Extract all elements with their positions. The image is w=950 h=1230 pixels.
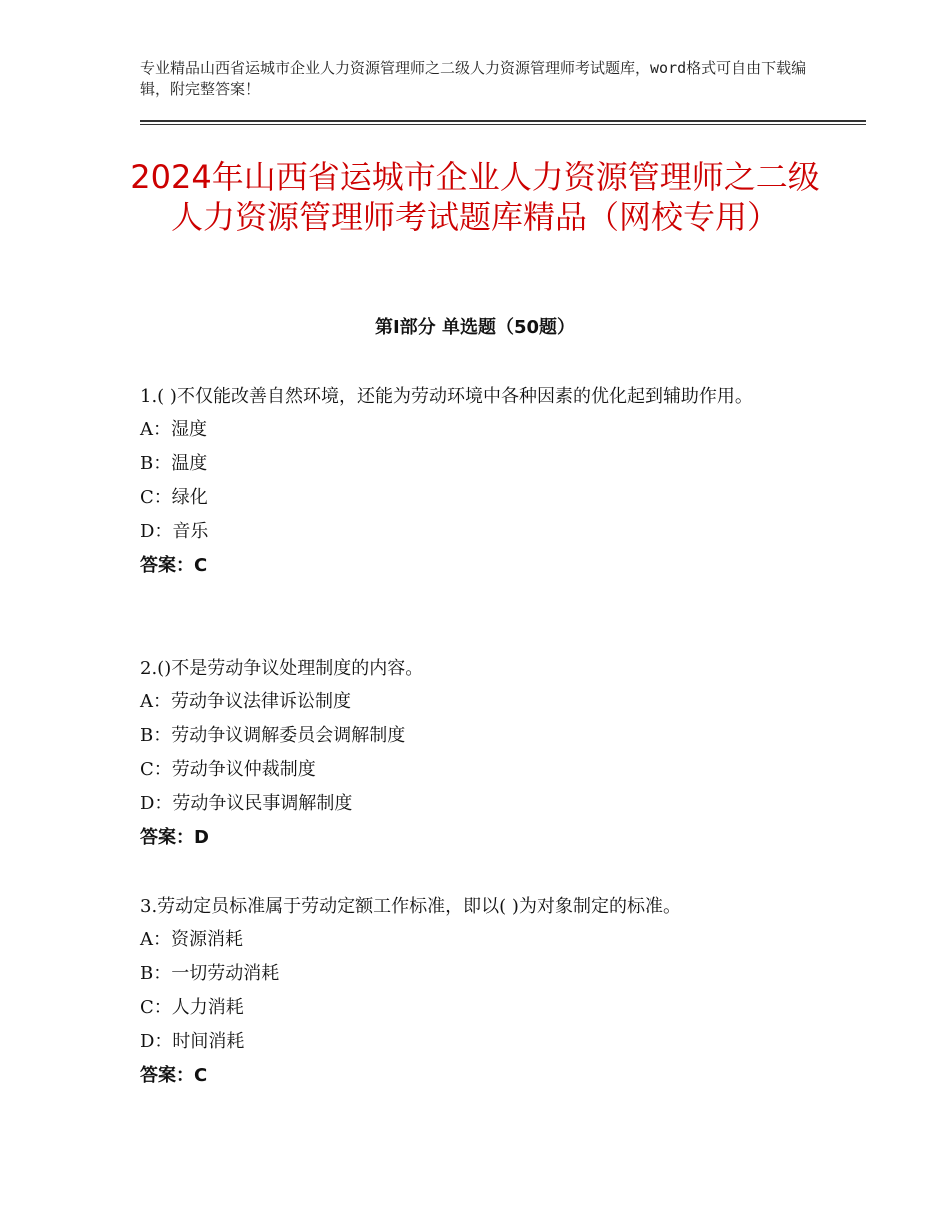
option-d: D：音乐 [140,521,209,542]
answer: 答案：C [140,555,208,576]
option-c: C：绿化 [140,487,208,508]
question-1 [140,380,830,583]
question-3 [140,890,830,1093]
option-b: B：劳动争议调解委员会调解制度 [140,725,406,746]
question-2 [140,652,830,855]
header-divider-thin [140,124,866,125]
option-d: D：劳动争议民事调解制度 [140,793,353,814]
question-stem: 3.劳动定员标准属于劳动定额工作标准，即以( )为对象制定的标准。 [140,896,681,917]
answer: 答案：C [140,1065,208,1086]
option-d: D：时间消耗 [140,1031,245,1052]
answer: 答案：D [140,827,209,848]
question-stem: 1.( )不仅能改善自然环境，还能为劳动环境中各种因素的优化起到辅助作用。 [140,386,753,407]
document-title: 2024年山西省运城市企业人力资源管理师之二级人力资源管理师考试题库精品（网校专用） [130,158,820,236]
header-note: 专业精品山西省运城市企业人力资源管理师之二级人力资源管理师考试题库，word格式可自由下载编辑，附完整答案！ [140,59,807,98]
header-divider [140,120,866,126]
option-c: C：劳动争议仲裁制度 [140,759,316,780]
option-a: A：劳动争议法律诉讼制度 [140,691,351,712]
option-c: C：人力消耗 [140,997,244,1018]
header-divider-thick [140,120,866,122]
option-a: A：湿度 [140,419,207,440]
option-a: A：资源消耗 [140,929,243,950]
option-b: B：一切劳动消耗 [140,963,280,984]
section-title: 第Ⅰ部分 单选题（50题） [374,317,575,338]
option-b: B：温度 [140,453,208,474]
question-stem: 2.()不是劳动争议处理制度的内容。 [140,658,424,679]
